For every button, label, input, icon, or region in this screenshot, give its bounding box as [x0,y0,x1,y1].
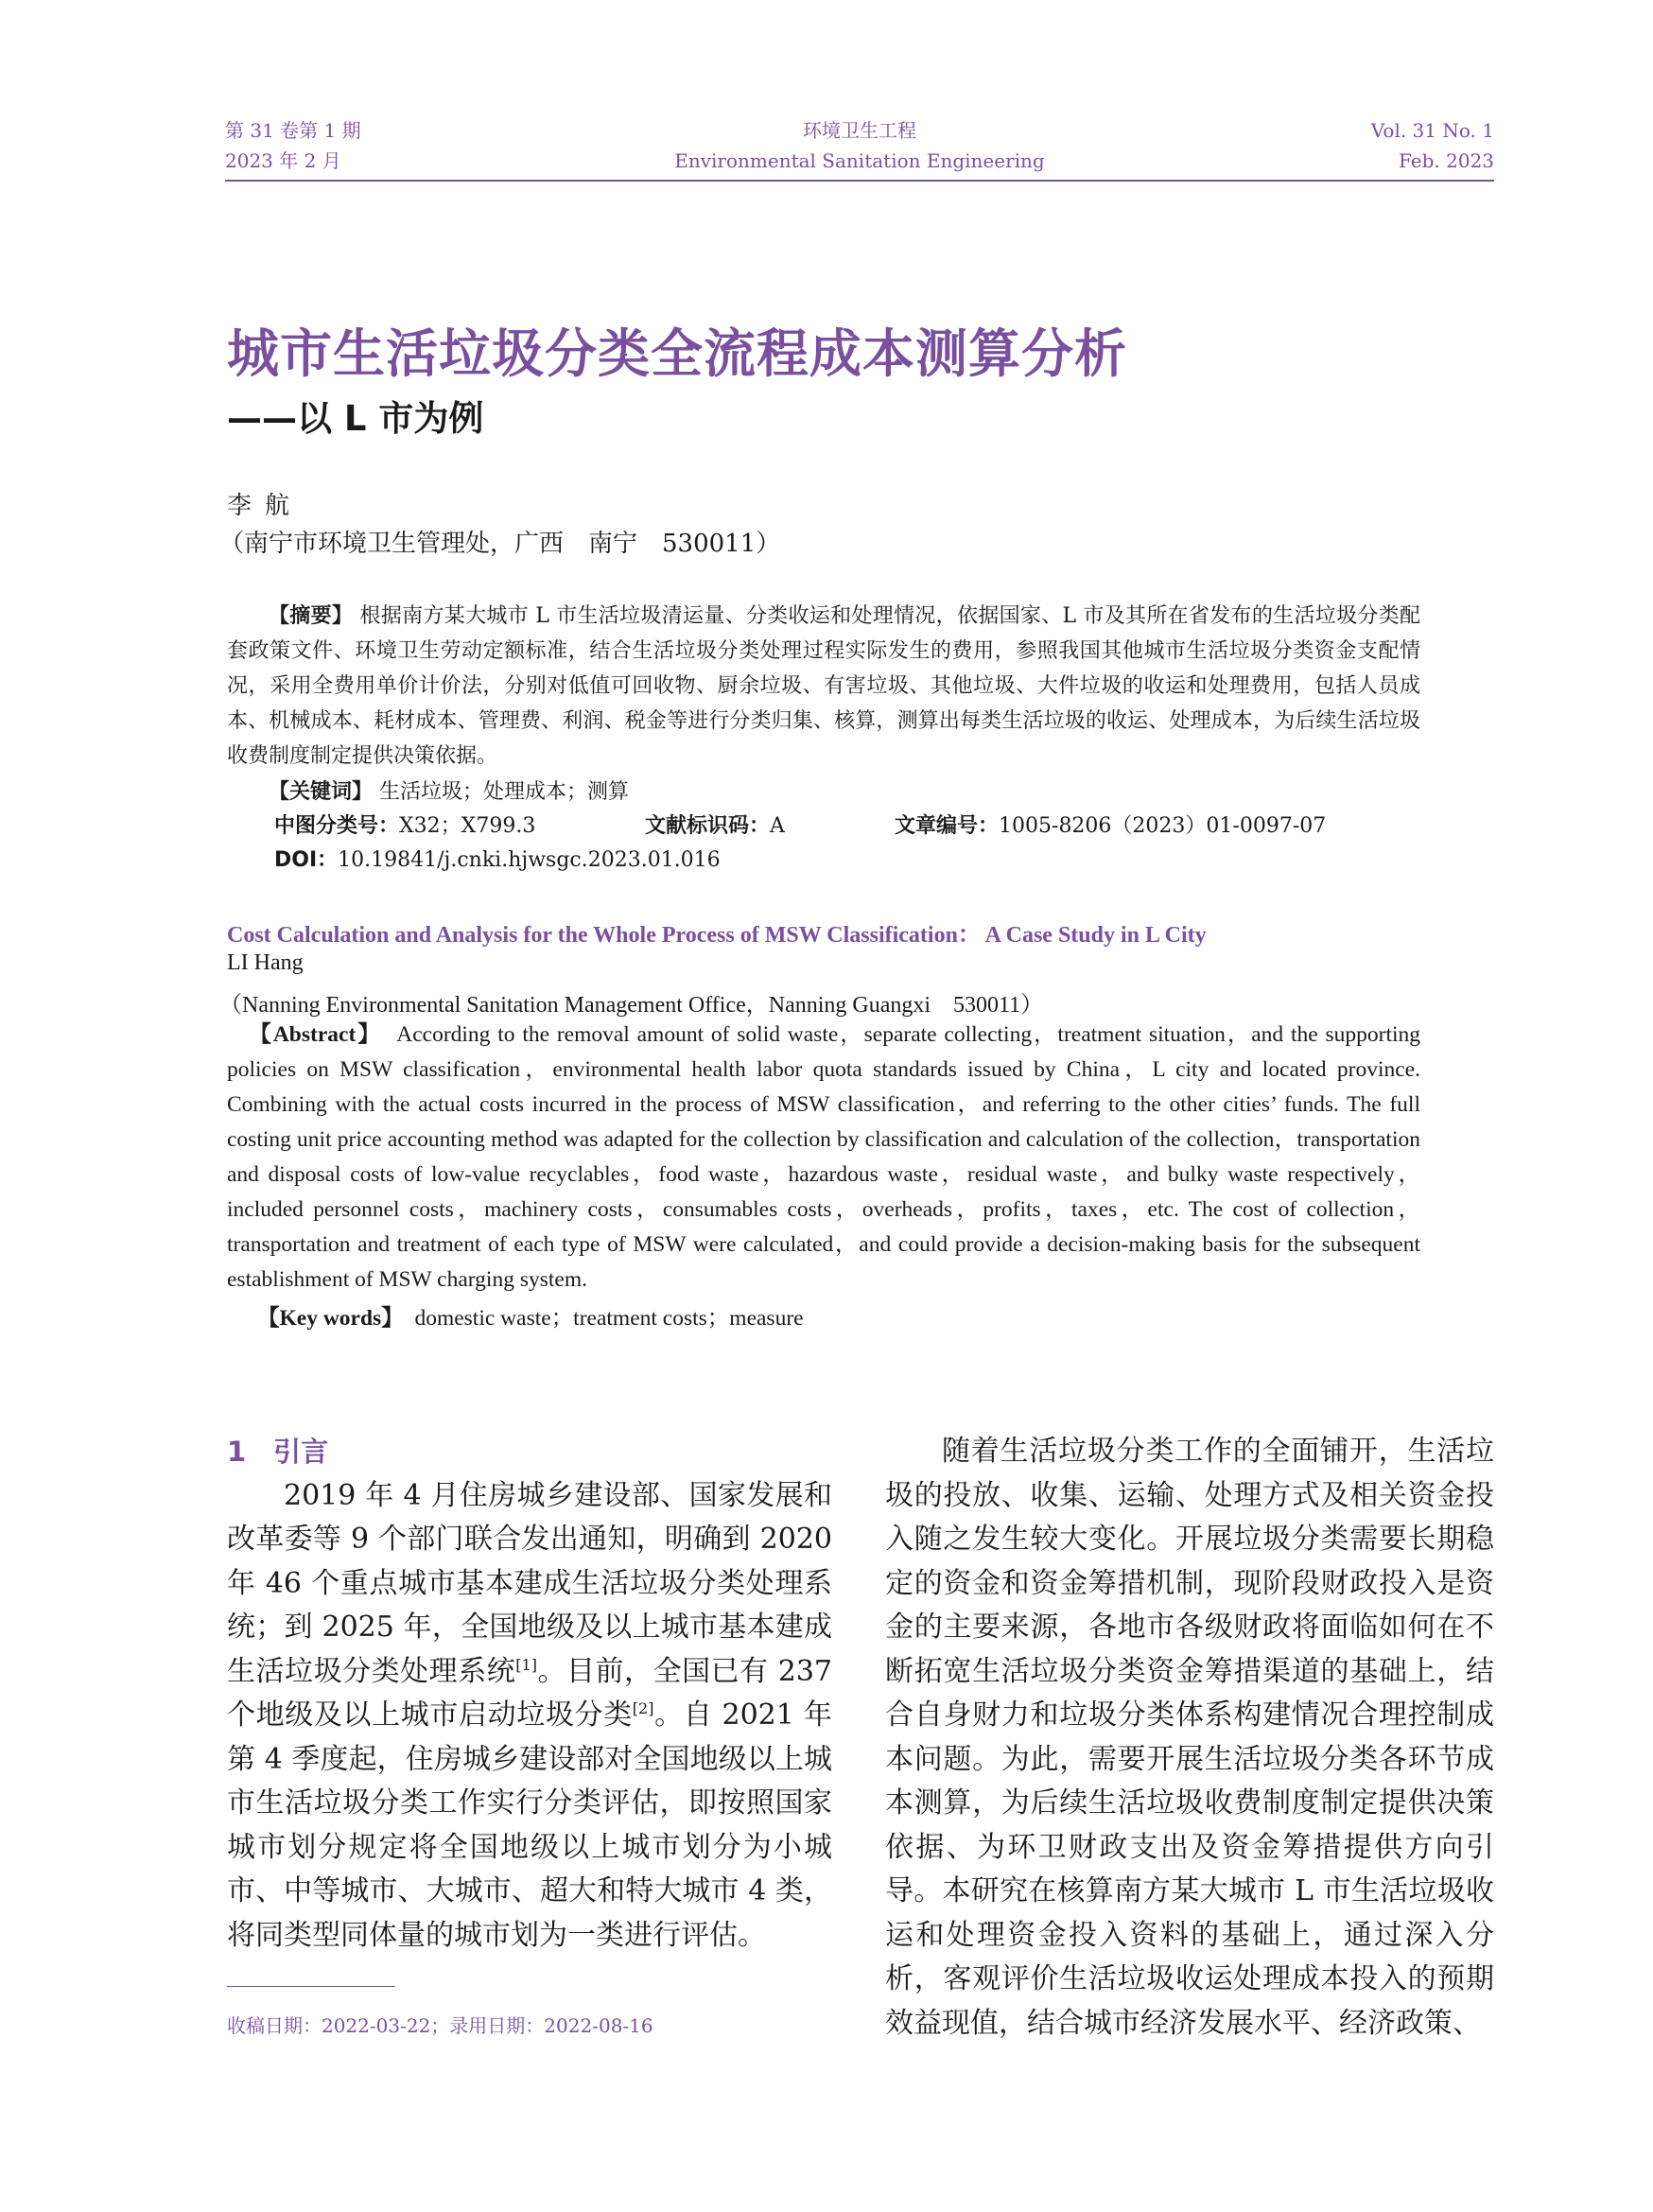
article-number-value: 1005-8206（2023）01-0097-07 [999,814,1327,838]
abstract-en [227,1018,1420,1298]
body-column-left [227,1430,832,1958]
journal-issue-en [1371,115,1494,176]
doc-code [645,810,785,839]
abstract-cn [227,599,1420,774]
paper-title: 城市生活垃圾分类全流程成本测算分析 [227,323,1128,384]
keywords-en-label: 【Key words】 [257,1306,404,1331]
paper-subtitle: ——以 L 市为例 [227,398,484,439]
volume-issue-en: Vol. 31 No. 1 [1370,119,1494,142]
journal-name-cn: 环境卫生工程 [803,119,916,142]
issue-date-en: Feb. 2023 [1398,149,1494,172]
intro-paragraph-1 [227,1474,832,1959]
intro-paragraph-2: 随着生活垃圾分类工作的全面铺开，生活垃圾的投放、收集、运输、处理方式及相关资金投入随之发生较大变化。开展垃圾分类需要长期稳定的资金和资金筹措机制，现阶段财政投入是资金的主要来源，各地市各级财政将面临如何在不断拓宽生活垃圾分类资金筹措渠道的基础上，结合自身财力和垃圾分类体系构建情况合理控制成本问题。为此，需要开展生活垃圾分类各环节成本测算，为后续生活垃圾收费制度制定提供决策依据、为环卫财政支出及资金筹措提供方向引导。本研究在核算南方某大城市 L 市生活垃圾收运和处理资金投入资料的基础上，通过深入分析，客观评价生活垃圾收运处理成本投入的预期效益现值，结合城市经济发展水平、经济政策、 [885,1435,1494,2040]
author-name: 李航 [227,492,304,520]
keywords-en [257,1299,804,1332]
body-column-right [885,1430,1494,2046]
clc-number [274,810,535,839]
english-title: Cost Calculation and Analysis for the Whole Process of MSW Classification： A Case Study in L City [227,923,1207,948]
citation-2[interactable]: [2] [632,1699,654,1717]
journal-name-en: Environmental Sanitation Engineering [674,149,1045,172]
keywords-cn-text: 生活垃圾；处理成本；测算 [379,780,630,804]
english-affiliation: （Nanning Environmental Sanitation Management Office，Nanning Guangxi 530011） [219,993,1044,1018]
received-date-footnote: 收稿日期：2022-03-22；录用日期：2022-08-16 [227,2014,653,2037]
keywords-cn [269,775,629,805]
volume-issue: 第 31 卷第 1 期 [225,119,361,142]
keywords-cn-label: 【关键词】 [269,780,374,804]
intro-text-3: 。自 2021 年第 4 季度起，住房城乡建设部对全国地级以上城市生活垃圾分类工作实行分类评估，即按照国家城市划分规定将全国地级以上城市划分为小城市、中等城市、大城市、超大和特大城市 4 类，将同类型同体量的城市划为一类进行评估。 [227,1698,833,1952]
intro-text-1: 2019 年 4 月住房城乡建设部、国家发展和改革委等 9 个部门联合发出通知，明确到 2020 年 46 个重点城市基本建成生活垃圾分类处理系统；到 2025 年，全国地级及以上城市基本建成生活垃圾分类处理系统 [227,1478,832,1688]
doi-label: DOI： [274,848,339,872]
abstract-cn-label: 【摘要】 [269,604,354,628]
article-number-label: 文章编号： [895,814,1000,838]
doc-code-value: A [770,814,785,838]
clc-label: 中图分类号： [274,814,400,838]
author-affiliation: （南宁市环境卫生管理处，广西 南宁 530011） [219,530,781,558]
doi[interactable] [274,844,721,873]
issue-date: 2023 年 2 月 [225,149,341,172]
abstract-en-label: 【Abstract】 [249,1022,382,1047]
intro-text-2: 。目前，全国已有 237 个地级及以上城市启动垃圾分类 [227,1654,832,1732]
clc-value: X32；X799.3 [399,814,536,838]
citation-1[interactable]: [1] [515,1655,537,1674]
footnote-divider [227,1986,395,1987]
english-author: LI Hang [227,950,304,975]
journal-name [225,115,1494,176]
keywords-en-text: domestic waste；treatment costs；measure [414,1306,804,1331]
doc-code-label: 文献标识码： [645,814,771,838]
abstract-en-text: According to the removal amount of solid waste，separate collecting，treatment situation，and the supporting policies on MSW classification，environmental health labor quota standards issued by China，L city and located province. Combining with the actual costs incurred in the process of MSW classification，and referring to the other cities’ funds. The full costing unit price accounting method was adapted for the collection by classification and calculation of the collection，transportation and disposal costs of low-value recyclables，food waste，hazardous waste，residual waste，and bulky waste respectively，included personnel costs，machinery costs，consumables costs，overheads，profits，taxes，etc. The cost of collection，transportation and treatment of each type of MSW were calculated，and could provide a decision-making basis for the subsequent establishment of MSW charging system. [227,1022,1421,1292]
page-header [225,112,1494,182]
doi-value[interactable]: 10.19841/j.cnki.hjwsgc.2023.01.016 [338,848,721,872]
article-number [895,810,1326,839]
abstract-cn-text: 根据南方某大城市 L 市生活垃圾清运量、分类收运和处理情况，依据国家、L 市及其所在省发布的生活垃圾分类配套政策文件、环境卫生劳动定额标准，结合生活垃圾分类处理过程实际发生的费用，参照我国其他城市生活垃圾分类资金支配情况，采用全费用单价计价法，分别对低值可回收物、厨余垃圾、有害垃圾、其他垃圾、大件垃圾的收运和处理费用，包括人员成本、机械成本、耗材成本、管理费、利润、税金等进行分类归集、核算，测算出每类生活垃圾的收运、处理成本，为后续生活垃圾收费制度制定提供决策依据。 [227,604,1421,768]
section-heading: 1 引言 [227,1436,329,1468]
